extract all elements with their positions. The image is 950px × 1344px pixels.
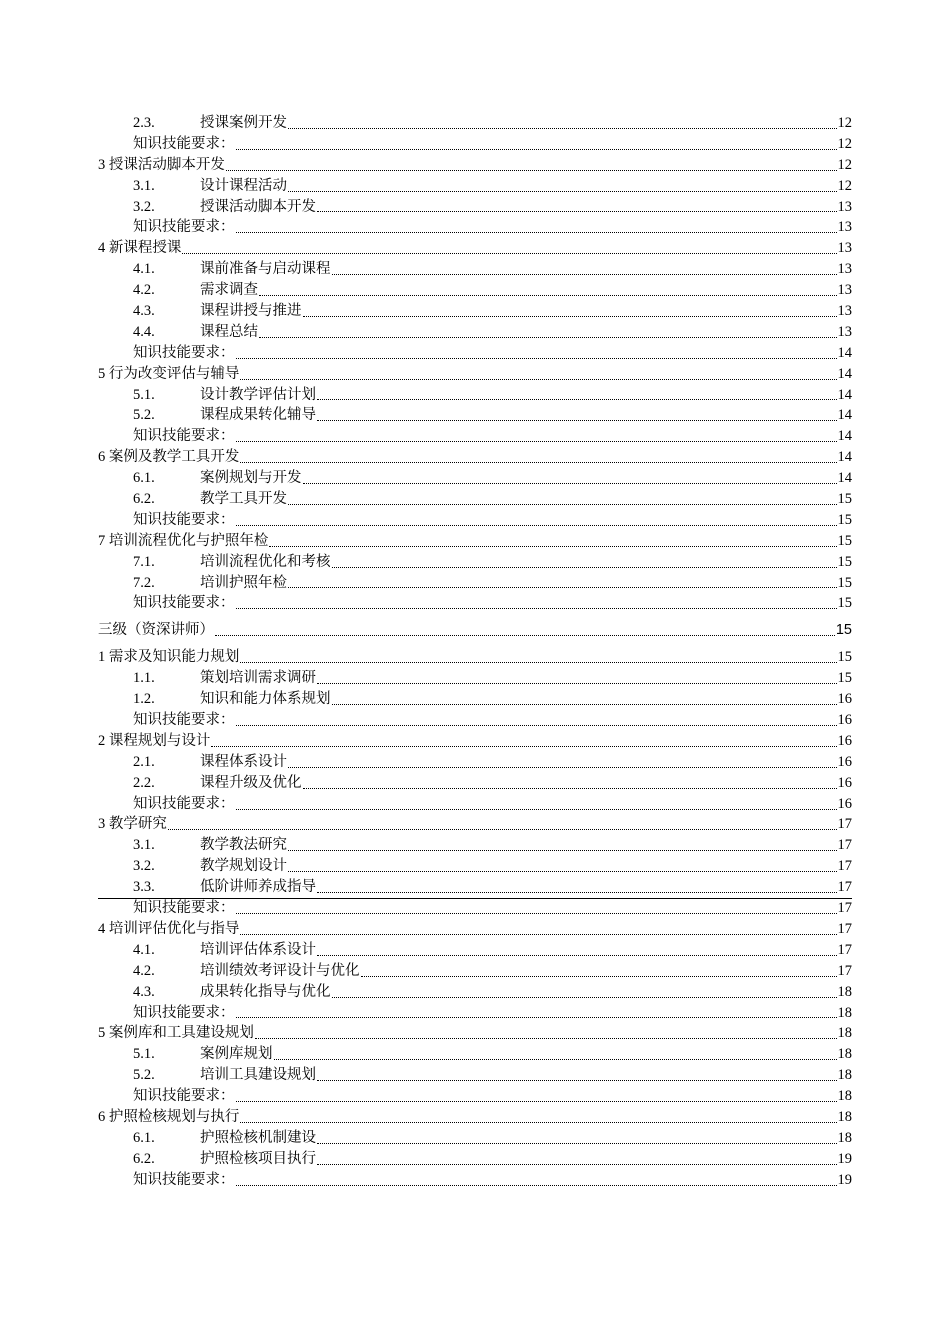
- toc-page-number: 17: [837, 837, 852, 854]
- toc-entry-title: 培训评估体系设计: [200, 941, 316, 958]
- toc-page-number: 14: [837, 470, 852, 487]
- toc-entry[interactable]: [98, 364, 852, 385]
- toc-entry-title: 知识技能要求：: [133, 428, 235, 445]
- toc-entry-number: 4.1.: [133, 941, 155, 958]
- toc-page-number: 12: [837, 135, 852, 152]
- toc-entry[interactable]: [98, 815, 852, 836]
- toc-entry-number: 4.2.: [133, 962, 155, 979]
- toc-page-number: 13: [837, 240, 852, 257]
- toc-entry-number: 1.2.: [133, 691, 155, 708]
- toc-entry-title: 课程升级及优化: [200, 774, 302, 791]
- toc-entry-title: 培训流程优化和考核: [200, 553, 331, 570]
- toc-leader-dots: [211, 746, 836, 747]
- toc-entry[interactable]: [98, 405, 852, 426]
- toc-entry-number: 5.2.: [133, 1067, 155, 1084]
- toc-leader-dots: [288, 871, 837, 872]
- toc-entry-number: 4.3.: [133, 303, 155, 319]
- toc-entry-title: 知识技能要求：: [133, 595, 235, 612]
- toc-leader-dots: [317, 1143, 837, 1144]
- toc-entry-number: 4.3.: [133, 983, 155, 1000]
- toc-entry[interactable]: [98, 898, 852, 919]
- toc-page-number: 15: [837, 670, 852, 687]
- toc-page-number: 13: [837, 219, 852, 236]
- toc-leader-dots: [236, 809, 837, 810]
- toc-entry[interactable]: [98, 752, 852, 773]
- toc-page-number: 17: [837, 920, 852, 937]
- toc-page-number: 12: [837, 114, 852, 131]
- toc-entry[interactable]: [98, 1065, 852, 1086]
- toc-entry-title: 4 培训评估优化与指导: [98, 920, 240, 937]
- toc-entry-title: 知识技能要求：: [133, 1088, 235, 1105]
- toc-page-number: 14: [837, 344, 852, 361]
- toc-page-number: 16: [837, 712, 852, 729]
- toc-leader-dots: [236, 358, 837, 359]
- toc-leader-dots: [236, 149, 837, 150]
- toc-entry-title: 知识技能要求：: [133, 344, 235, 361]
- toc-entry-title: 案例库规划: [200, 1046, 273, 1063]
- toc-leader-dots: [361, 976, 837, 977]
- table-of-contents: [98, 113, 852, 1191]
- toc-page-number: 15: [837, 491, 852, 508]
- toc-page-number: 16: [837, 795, 852, 812]
- toc-entry-number: 3.2.: [133, 858, 155, 875]
- toc-leader-dots: [226, 170, 837, 171]
- toc-page-number: 17: [837, 962, 852, 979]
- toc-page-number: 15: [835, 622, 852, 639]
- toc-page-number: 15: [837, 553, 852, 570]
- toc-entry[interactable]: [98, 773, 852, 794]
- toc-entry-title: 授课活动脚本开发: [200, 198, 316, 215]
- toc-entry[interactable]: [98, 322, 852, 343]
- toc-entry[interactable]: [98, 1149, 852, 1170]
- toc-entry[interactable]: [98, 531, 852, 552]
- toc-leader-dots: [182, 253, 836, 254]
- toc-leader-dots: [215, 635, 835, 636]
- toc-page-number: 18: [837, 1088, 852, 1105]
- toc-leader-dots: [317, 892, 837, 893]
- toc-entry-title: 成果转化指导与优化: [200, 983, 331, 1000]
- toc-page-number: 17: [837, 879, 852, 896]
- toc-entry-title: 培训护照年检: [200, 574, 287, 591]
- toc-page-number: 13: [837, 323, 852, 340]
- toc-leader-dots: [332, 704, 837, 705]
- toc-entry-title: 6 护照检核规划与执行: [98, 1108, 240, 1125]
- toc-entry-title: 7 培训流程优化与护照年检: [98, 532, 269, 549]
- toc-entry-number: 6.1.: [133, 1129, 155, 1146]
- toc-entry[interactable]: [98, 877, 852, 898]
- toc-page-number: 14: [837, 428, 852, 445]
- toc-entry-number: 3.1.: [133, 837, 155, 854]
- toc-page-number: 13: [837, 261, 852, 278]
- toc-entry[interactable]: [98, 1128, 852, 1149]
- toc-entry[interactable]: [98, 552, 852, 573]
- toc-entry-number: 5.1.: [133, 1046, 155, 1063]
- toc-entry[interactable]: [98, 385, 852, 406]
- toc-leader-dots: [236, 441, 837, 442]
- toc-entry-title: 4 新课程授课: [98, 240, 182, 257]
- toc-entry-title: 3 授课活动脚本开发: [98, 156, 225, 173]
- toc-entry-title: 2 课程规划与设计: [98, 732, 211, 749]
- toc-leader-dots: [269, 546, 836, 547]
- toc-entry-title: 1 需求及知识能力规划: [98, 649, 240, 666]
- toc-entry[interactable]: [98, 176, 852, 197]
- toc-entry-title: 培训工具建设规划: [200, 1067, 316, 1084]
- toc-entry-number: 4.1.: [133, 261, 155, 278]
- toc-leader-dots: [259, 337, 837, 338]
- toc-entry[interactable]: [98, 343, 852, 364]
- toc-entry[interactable]: [98, 447, 852, 468]
- toc-entry-title: 3 教学研究: [98, 816, 167, 833]
- toc-entry-title: 课前准备与启动课程: [200, 261, 331, 278]
- toc-leader-dots: [288, 850, 837, 851]
- toc-entry-title: 课程体系设计: [200, 753, 287, 770]
- toc-leader-dots: [240, 662, 836, 663]
- toc-page-number: 15: [837, 649, 852, 666]
- toc-entry[interactable]: [98, 794, 852, 815]
- toc-leader-dots: [236, 608, 837, 609]
- toc-leader-dots: [288, 128, 837, 129]
- toc-entry-title: 护照检核项目执行: [200, 1150, 316, 1167]
- toc-page-number: 16: [837, 691, 852, 708]
- toc-entry[interactable]: [98, 856, 852, 877]
- toc-page-number: 13: [837, 282, 852, 299]
- toc-entry[interactable]: [98, 426, 852, 447]
- toc-leader-dots: [240, 934, 836, 935]
- toc-entry[interactable]: [98, 217, 852, 238]
- toc-page-number: 15: [837, 511, 852, 528]
- toc-entry-title: 知识技能要求：: [133, 795, 235, 812]
- toc-page-number: 18: [837, 1067, 852, 1084]
- toc-entry[interactable]: [98, 1107, 852, 1128]
- toc-page-number: 12: [837, 177, 852, 194]
- toc-page-number: 16: [837, 774, 852, 791]
- toc-entry-title: 知识技能要求：: [133, 511, 235, 528]
- toc-leader-dots: [317, 955, 837, 956]
- toc-entry-title: 培训绩效考评设计与优化: [200, 962, 360, 979]
- toc-page-number: 14: [837, 407, 852, 424]
- toc-leader-dots: [236, 725, 837, 726]
- toc-entry[interactable]: [98, 280, 852, 301]
- toc-page-number: 13: [837, 303, 852, 319]
- toc-page-number: 18: [837, 1129, 852, 1146]
- toc-entry-number: 3.3.: [133, 879, 155, 896]
- toc-entry[interactable]: [98, 961, 852, 982]
- toc-entry-title: 课程总结: [200, 323, 258, 340]
- toc-leader-dots: [274, 1059, 837, 1060]
- toc-leader-dots: [240, 1122, 836, 1123]
- toc-entry-number: 5.1.: [133, 386, 155, 403]
- toc-entry-title: 5 行为改变评估与辅导: [98, 365, 240, 382]
- toc-entry[interactable]: [98, 134, 852, 155]
- toc-entry-title: 知识和能力体系规划: [200, 691, 331, 708]
- toc-page-number: 17: [837, 900, 852, 917]
- toc-entry-title: 6 案例及教学工具开发: [98, 449, 240, 466]
- toc-leader-dots: [317, 1080, 837, 1081]
- toc-page-number: 16: [837, 753, 852, 770]
- toc-entry-number: 6.2.: [133, 1150, 155, 1167]
- toc-entry-title: 知识技能要求：: [133, 712, 235, 729]
- toc-entry-title: 知识技能要求：: [133, 1171, 235, 1188]
- toc-entry[interactable]: [98, 238, 852, 259]
- toc-entry[interactable]: [98, 301, 852, 322]
- toc-leader-dots: [332, 567, 837, 568]
- toc-entry-number: 4.4.: [133, 323, 155, 340]
- toc-entry[interactable]: [98, 668, 852, 689]
- toc-leader-dots: [236, 525, 837, 526]
- toc-entry[interactable]: [98, 835, 852, 856]
- toc-leader-dots: [236, 1017, 837, 1018]
- toc-entry[interactable]: [98, 919, 852, 940]
- toc-page-number: 17: [837, 858, 852, 875]
- toc-leader-dots: [255, 1038, 837, 1039]
- toc-page-number: 18: [837, 983, 852, 1000]
- toc-page-number: 13: [837, 198, 852, 215]
- toc-page-number: 19: [837, 1150, 852, 1167]
- toc-entry[interactable]: [98, 1044, 852, 1065]
- toc-page-number: 16: [837, 732, 852, 749]
- toc-leader-dots: [236, 1101, 837, 1102]
- toc-leader-dots: [303, 316, 837, 317]
- toc-entry-title: 低阶讲师养成指导: [200, 879, 316, 896]
- toc-page-number: 17: [837, 816, 852, 833]
- toc-leader-dots: [317, 1164, 837, 1165]
- toc-entry-title: 设计教学评估计划: [200, 386, 316, 403]
- toc-entry-title: 教学工具开发: [200, 491, 287, 508]
- toc-entry[interactable]: [98, 197, 852, 218]
- toc-entry[interactable]: [98, 593, 852, 614]
- toc-entry-title: 案例规划与开发: [200, 470, 302, 487]
- toc-entry-title: 护照检核机制建设: [200, 1129, 316, 1146]
- toc-entry-title: 知识技能要求：: [133, 900, 235, 917]
- toc-page-number: 14: [837, 386, 852, 403]
- toc-leader-dots: [317, 420, 837, 421]
- toc-entry-title: 三级（资深讲师）: [98, 622, 214, 639]
- toc-leader-dots: [288, 587, 837, 588]
- toc-entry[interactable]: [98, 982, 852, 1003]
- toc-entry[interactable]: [98, 468, 852, 489]
- toc-entry-title: 设计课程活动: [200, 177, 287, 194]
- toc-leader-dots: [168, 829, 837, 830]
- toc-leader-dots: [332, 274, 837, 275]
- toc-entry-title: 课程讲授与推进: [200, 303, 302, 319]
- toc-leader-dots: [288, 191, 837, 192]
- toc-entry[interactable]: [98, 647, 852, 668]
- toc-entry-number: 3.2.: [133, 198, 155, 215]
- toc-entry-title: 教学教法研究: [200, 837, 287, 854]
- toc-entry[interactable]: [98, 1170, 852, 1191]
- toc-page-number: 19: [837, 1171, 852, 1188]
- toc-entry-title: 知识技能要求：: [133, 1004, 235, 1021]
- toc-entry-number: 6.2.: [133, 491, 155, 508]
- toc-leader-dots: [240, 379, 836, 380]
- toc-entry[interactable]: [98, 940, 852, 961]
- toc-page-number: 15: [837, 574, 852, 591]
- toc-page-number: 14: [837, 449, 852, 466]
- toc-entry-number: 4.2.: [133, 282, 155, 299]
- toc-entry[interactable]: [98, 510, 852, 531]
- toc-entry-number: 7.2.: [133, 574, 155, 591]
- toc-entry-number: 2.3.: [133, 114, 155, 131]
- toc-leader-dots: [236, 232, 837, 233]
- toc-page-number: 17: [837, 941, 852, 958]
- toc-page-number: 15: [837, 532, 852, 549]
- toc-entry-number: 7.1.: [133, 553, 155, 570]
- toc-entry[interactable]: [98, 710, 852, 731]
- toc-entry-title: 教学规划设计: [200, 858, 287, 875]
- toc-leader-dots: [317, 683, 837, 684]
- toc-page-number: 14: [837, 365, 852, 382]
- toc-page-number: 18: [837, 1004, 852, 1021]
- toc-entry-number: 2.1.: [133, 753, 155, 770]
- toc-entry[interactable]: [98, 1086, 852, 1107]
- toc-page-number: 15: [837, 595, 852, 612]
- toc-leader-dots: [240, 462, 836, 463]
- toc-entry[interactable]: [98, 573, 852, 594]
- toc-leader-dots: [288, 767, 837, 768]
- toc-entry[interactable]: [98, 489, 852, 510]
- toc-entry-title: 5 案例库和工具建设规划: [98, 1025, 254, 1042]
- toc-entry[interactable]: [98, 689, 852, 710]
- toc-entry[interactable]: [98, 155, 852, 176]
- toc-entry[interactable]: [98, 259, 852, 280]
- toc-entry[interactable]: [98, 113, 852, 134]
- toc-leader-dots: [303, 483, 837, 484]
- toc-leader-dots: [236, 1185, 837, 1186]
- toc-entry-title: 知识技能要求：: [133, 135, 235, 152]
- toc-entry-title: 策划培训需求调研: [200, 670, 316, 687]
- toc-entry[interactable]: [98, 1003, 852, 1024]
- toc-section-heading[interactable]: [98, 614, 852, 647]
- toc-page-number: 12: [837, 156, 852, 173]
- toc-leader-dots: [236, 913, 837, 914]
- toc-leader-dots: [317, 399, 837, 400]
- toc-leader-dots: [332, 997, 837, 998]
- toc-page-number: 18: [837, 1046, 852, 1063]
- toc-entry-title: 课程成果转化辅导: [200, 407, 316, 424]
- toc-leader-dots: [303, 788, 837, 789]
- toc-entry-title: 需求调查: [200, 282, 258, 299]
- toc-page-number: 18: [837, 1108, 852, 1125]
- toc-entry-title: 授课案例开发: [200, 114, 287, 131]
- toc-entry-number: 1.1.: [133, 670, 155, 687]
- toc-entry-number: 3.1.: [133, 177, 155, 194]
- toc-entry[interactable]: [98, 1023, 852, 1044]
- toc-entry-number: 6.1.: [133, 470, 155, 487]
- toc-leader-dots: [317, 211, 837, 212]
- toc-entry-title: 知识技能要求：: [133, 219, 235, 236]
- toc-page-number: 18: [837, 1025, 852, 1042]
- toc-entry[interactable]: [98, 731, 852, 752]
- toc-entry-number: 2.2.: [133, 774, 155, 791]
- toc-entry-number: 5.2.: [133, 407, 155, 424]
- toc-leader-dots: [259, 295, 837, 296]
- toc-leader-dots: [288, 504, 837, 505]
